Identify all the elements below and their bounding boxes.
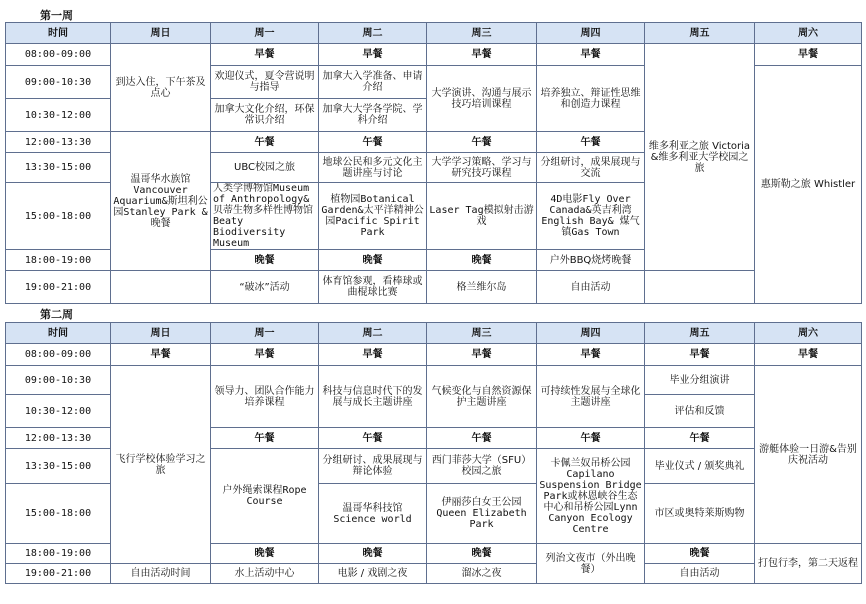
- sun-free-cell: 自由活动时间: [111, 564, 211, 584]
- mon-water-cell: 水上活动中心: [211, 564, 319, 584]
- breakfast-cell: 早餐: [755, 44, 862, 66]
- header-wednesday: 周三: [427, 323, 537, 344]
- thu-free-cell: 自由活动: [537, 271, 645, 304]
- sun-aquarium-cell: 温哥华水族馆 Vancouver Aquarium&斯坦利公园Stanley Park &晚餐: [111, 132, 211, 271]
- sat-whistler-cell: 惠斯勒之旅 Whistler: [755, 66, 862, 304]
- mon-museum-cell: 人类学博物馆Museum of Anthropology&贝蒂生物多样性博物馆Beaty Biodiversity Museum: [211, 183, 319, 250]
- header-time: 时间: [6, 323, 111, 344]
- header-friday: 周五: [645, 323, 755, 344]
- thu-night-market-cell: 列治文夜市（外出晚餐）: [537, 544, 645, 584]
- breakfast-cell: 早餐: [645, 344, 755, 366]
- week1-header-row: [6, 23, 862, 44]
- wed-study-cell: 大学学习策略、学习与研究技巧课程: [427, 153, 537, 183]
- header-thursday: 周四: [537, 323, 645, 344]
- table-row: [6, 344, 862, 366]
- table-row: [6, 271, 862, 304]
- wed-speech-cell: 大学演讲、沟通与展示技巧培训课程: [427, 66, 537, 132]
- tue-prep-cell: 加拿大入学准备、申请介绍: [319, 66, 427, 99]
- dinner-cell: 晚餐: [211, 250, 319, 271]
- tue-lecture-cell: 地球公民和多元文化主题讲座与讨论: [319, 153, 427, 183]
- dinner-cell: 晚餐: [211, 544, 319, 564]
- lunch-cell: 午餐: [319, 428, 427, 449]
- table-row: [6, 366, 862, 395]
- dinner-cell: 晚餐: [427, 250, 537, 271]
- breakfast-cell: 早餐: [427, 44, 537, 66]
- time-cell: 09:00-10:30: [6, 66, 111, 99]
- mon-ubc-cell: UBC校园之旅: [211, 153, 319, 183]
- thu-critical-cell: 培养独立、辩证性思维和创造力课程: [537, 66, 645, 132]
- dinner-cell: 晚餐: [319, 544, 427, 564]
- header-saturday: 周六: [755, 323, 862, 344]
- time-cell: 13:30-15:00: [6, 153, 111, 183]
- tue-garden-cell: 植物园Botanical Garden&太平洋精神公园Pacific Spirit Park: [319, 183, 427, 250]
- tue-gym-cell: 体育馆参观，看棒球或曲棍球比赛: [319, 271, 427, 304]
- tue-faculty-cell: 加拿大大学各学院、学科介绍: [319, 99, 427, 132]
- lunch-cell: 午餐: [537, 132, 645, 153]
- breakfast-cell: 早餐: [319, 44, 427, 66]
- header-monday: 周一: [211, 323, 319, 344]
- tue-science-cell: 温哥华科技馆 Science world: [319, 484, 427, 544]
- week1-schedule-table: [5, 22, 862, 304]
- lunch-cell: 午餐: [427, 132, 537, 153]
- header-friday: 周五: [645, 23, 755, 44]
- breakfast-cell: 早餐: [211, 44, 319, 66]
- lunch-cell: 午餐: [211, 132, 319, 153]
- breakfast-cell: 早餐: [111, 344, 211, 366]
- time-cell: 19:00-21:00: [6, 271, 111, 304]
- lunch-cell: 午餐: [319, 132, 427, 153]
- table-row: [6, 564, 862, 584]
- time-cell: 15:00-18:00: [6, 183, 111, 250]
- fri-shopping-cell: 市区或奥特莱斯购物: [645, 484, 755, 544]
- time-cell: 19:00-21:00: [6, 564, 111, 584]
- mon-opening-cell: 欢迎仪式，夏令营说明与指导: [211, 66, 319, 99]
- wed-climate-cell: 气候变化与自然资源保护主题讲座: [427, 366, 537, 428]
- wed-laser-cell: Laser Tag模拟射击游戏: [427, 183, 537, 250]
- empty-cell: [111, 271, 211, 304]
- header-sunday: 周日: [111, 23, 211, 44]
- thu-sustain-cell: 可持续性发展与全球化主题讲座: [537, 366, 645, 428]
- fri-graduation-cell: 毕业仪式 / 颁奖典礼: [645, 449, 755, 484]
- time-cell: 09:00-10:30: [6, 366, 111, 395]
- wed-skate-cell: 溜冰之夜: [427, 564, 537, 584]
- week2-title: 第二周: [40, 308, 73, 321]
- header-saturday: 周六: [755, 23, 862, 44]
- sun-flight-cell: 飞行学校体验学习之旅: [111, 366, 211, 564]
- dinner-cell: 晚餐: [319, 250, 427, 271]
- mon-leadership-cell: 领导力、团队合作能力培养课程: [211, 366, 319, 428]
- breakfast-cell: 早餐: [537, 344, 645, 366]
- thu-group-cell: 分组研讨，成果展现与交流: [537, 153, 645, 183]
- wed-sfu-cell: 西门菲莎大学（SFU）校园之旅: [427, 449, 537, 484]
- table-row: [6, 44, 862, 66]
- breakfast-cell: 早餐: [755, 344, 862, 366]
- header-thursday: 周四: [537, 23, 645, 44]
- dinner-cell: 晚餐: [427, 544, 537, 564]
- thu-4d-cell: 4D电影Fly Over Canada&英吉利湾English Bay& 煤气镇Gas Town: [537, 183, 645, 250]
- header-wednesday: 周三: [427, 23, 537, 44]
- lunch-cell: 午餐: [427, 428, 537, 449]
- thu-capilano-cell: 卡佩兰奴吊桥公园 Capilano Suspension Bridge Park或林恩峡谷生态中心和吊桥公园Lynn Canyon Ecology Centre: [537, 449, 645, 544]
- fri-report-cell: 毕业分组演讲: [645, 366, 755, 395]
- fri-victoria-cell: 维多利亚之旅 Victoria &维多利亚大学校园之旅: [645, 44, 755, 271]
- week1-title: 第一周: [40, 9, 73, 22]
- header-tuesday: 周二: [319, 23, 427, 44]
- sun-arrival-cell: 到达入住，下午茶及点心: [111, 44, 211, 132]
- tue-movie-cell: 电影 / 戏剧之夜: [319, 564, 427, 584]
- breakfast-cell: 早餐: [427, 344, 537, 366]
- dinner-cell: 晚餐: [645, 544, 755, 564]
- fri-feedback-cell: 评估和反馈: [645, 395, 755, 428]
- mon-icebreak-cell: “破冰”活动: [211, 271, 319, 304]
- time-cell: 15:00-18:00: [6, 484, 111, 544]
- empty-cell: [645, 271, 755, 304]
- header-monday: 周一: [211, 23, 319, 44]
- thu-bbq-cell: 户外BBQ烧烤晚餐: [537, 250, 645, 271]
- lunch-cell: 午餐: [537, 428, 645, 449]
- sat-pack-cell: 打包行李，第二天返程: [755, 544, 862, 584]
- time-cell: 13:30-15:00: [6, 449, 111, 484]
- wed-qepark-cell: 伊丽莎白女王公园 Queen Elizabeth Park: [427, 484, 537, 544]
- breakfast-cell: 早餐: [537, 44, 645, 66]
- tue-tech-cell: 科技与信息时代下的发展与成长主题讲座: [319, 366, 427, 428]
- week2-header-row: [6, 323, 862, 344]
- time-cell: 10:30-12:00: [6, 99, 111, 132]
- mon-culture-cell: 加拿大文化介绍，环保常识介绍: [211, 99, 319, 132]
- sat-yacht-cell: 游艇体验一日游&告别庆祝活动: [755, 366, 862, 544]
- header-sunday: 周日: [111, 323, 211, 344]
- mon-rope-cell: 户外绳索课程Rope Course: [211, 449, 319, 544]
- time-cell: 12:00-13:30: [6, 428, 111, 449]
- time-cell: 08:00-09:00: [6, 344, 111, 366]
- time-cell: 10:30-12:00: [6, 395, 111, 428]
- breakfast-cell: 早餐: [319, 344, 427, 366]
- time-cell: 08:00-09:00: [6, 44, 111, 66]
- time-cell: 18:00-19:00: [6, 544, 111, 564]
- wed-granville-cell: 格兰维尔岛: [427, 271, 537, 304]
- breakfast-cell: 早餐: [211, 344, 319, 366]
- lunch-cell: 午餐: [645, 428, 755, 449]
- lunch-cell: 午餐: [211, 428, 319, 449]
- time-cell: 12:00-13:30: [6, 132, 111, 153]
- tue-group-cell: 分组研讨、成果展现与辩论体验: [319, 449, 427, 484]
- time-cell: 18:00-19:00: [6, 250, 111, 271]
- header-tuesday: 周二: [319, 323, 427, 344]
- header-time: 时间: [6, 23, 111, 44]
- week2-schedule-table: [5, 322, 862, 584]
- fri-free-cell: 自由活动: [645, 564, 755, 584]
